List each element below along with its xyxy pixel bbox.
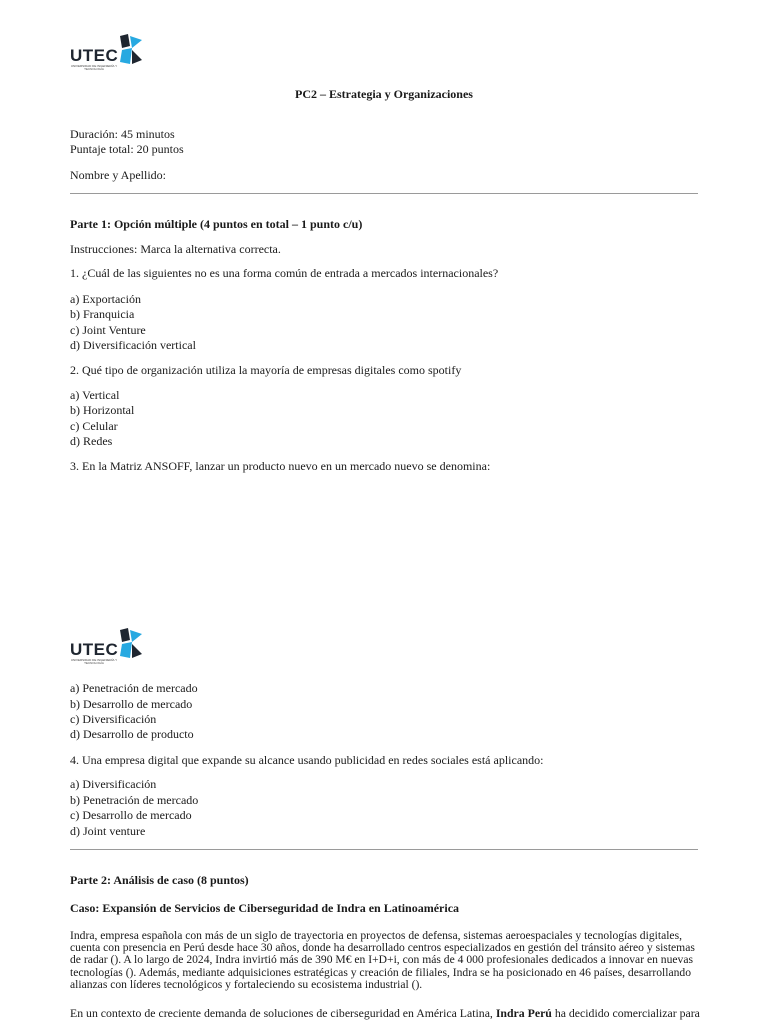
q1-option-a[interactable]: a) Exportación — [70, 292, 141, 306]
logo-subtitle: UNIVERSIDAD DE INGENIERÍA Y TECNOLOGÍA — [70, 658, 118, 665]
score-text: Puntaje total: 20 puntos — [70, 142, 184, 156]
utec-logo — [70, 34, 146, 76]
part2-heading: Parte 2: Análisis de caso (8 puntos) — [70, 873, 249, 887]
case-paragraph-2 — [70, 1006, 700, 1021]
q4-option-d[interactable]: d) Joint venture — [70, 824, 146, 838]
company-name: Indra Perú — [495, 1006, 552, 1020]
q1-option-c[interactable]: c) Joint Venture — [70, 323, 146, 337]
case-paragraph-line: cuenta con presencia en Perú desde hace 30 años, donde ha desarrollado centros especializados en gestión del tránsito aéreo y sistemas — [70, 941, 695, 954]
duration-text: Duración: 45 minutos — [70, 127, 175, 141]
q4-option-a[interactable]: a) Diversificación — [70, 777, 157, 791]
case-paragraph-line: Indra, empresa española con más de un siglo de trayectoria en proyectos de defensa, sistemas aeroespaciales y tecnologías digitales, — [70, 929, 682, 942]
case-paragraph-line: tecnologías (). Además, mediante adquisiciones estratégicas y creación de filiales, Indra se ha posicionado en 46 países, desarrollando — [70, 966, 692, 979]
logo-text: UTEC — [70, 46, 119, 65]
q2-option-c[interactable]: c) Celular — [70, 419, 118, 433]
divider — [70, 193, 698, 194]
part1-heading: Parte 1: Opción múltiple (4 puntos en total – 1 punto c/u) — [70, 217, 363, 231]
utec-emblem-icon — [118, 34, 144, 66]
q3-option-b[interactable]: b) Desarrollo de mercado — [70, 697, 193, 711]
q2-option-b[interactable]: b) Horizontal — [70, 403, 135, 417]
q1-option-d[interactable]: d) Diversificación vertical — [70, 338, 196, 352]
exam-title: PC2 – Estrategia y Organizaciones — [295, 87, 473, 101]
part1-instructions: Instrucciones: Marca la alternativa correcta. — [70, 242, 281, 256]
utec-logo — [70, 628, 146, 670]
question-4: 4. Una empresa digital que expande su alcance usando publicidad en redes sociales está aplicando: — [70, 753, 544, 767]
logo-subtitle: UNIVERSIDAD DE INGENIERÍA Y TECNOLOGÍA — [70, 64, 118, 71]
q3-option-d[interactable]: d) Desarrollo de producto — [70, 727, 194, 741]
q3-option-c[interactable]: c) Diversificación — [70, 712, 157, 726]
utec-emblem-icon — [118, 628, 144, 660]
question-3: 3. En la Matriz ANSOFF, lanzar un producto nuevo en un mercado nuevo se denomina: — [70, 459, 491, 473]
paragraph2-end: ha decidido comercializar para — [554, 1006, 700, 1020]
case-paragraph-line: de radar (). A lo largo de 2024, Indra invirtió más de 390 M€ en I+D+i, con más de 4 000 profesionales dedicados a innovar en nuevas — [70, 953, 693, 966]
name-label: Nombre y Apellido: — [70, 168, 166, 182]
question-2: 2. Qué tipo de organización utiliza la mayoría de empresas digitales como spotify — [70, 363, 462, 377]
case-paragraph-line: alianzas con líderes tecnológicos y fortaleciendo su ecosistema industrial (). — [70, 978, 423, 991]
case-title: Caso: Expansión de Servicios de Ciberseguridad de Indra en Latinoamérica — [70, 901, 460, 915]
divider — [70, 849, 698, 850]
q4-option-b[interactable]: b) Penetración de mercado — [70, 793, 199, 807]
q1-option-b[interactable]: b) Franquicia — [70, 307, 135, 321]
logo-text: UTEC — [70, 640, 119, 659]
q2-option-d[interactable]: d) Redes — [70, 434, 113, 448]
q4-option-c[interactable]: c) Desarrollo de mercado — [70, 808, 192, 822]
paragraph2-start: En un contexto de creciente demanda de soluciones de ciberseguridad en América Latina, — [70, 1006, 493, 1020]
q3-option-a[interactable]: a) Penetración de mercado — [70, 681, 198, 695]
question-1: 1. ¿Cuál de las siguientes no es una forma común de entrada a mercados internacionales? — [70, 266, 499, 280]
q2-option-a[interactable]: a) Vertical — [70, 388, 120, 402]
